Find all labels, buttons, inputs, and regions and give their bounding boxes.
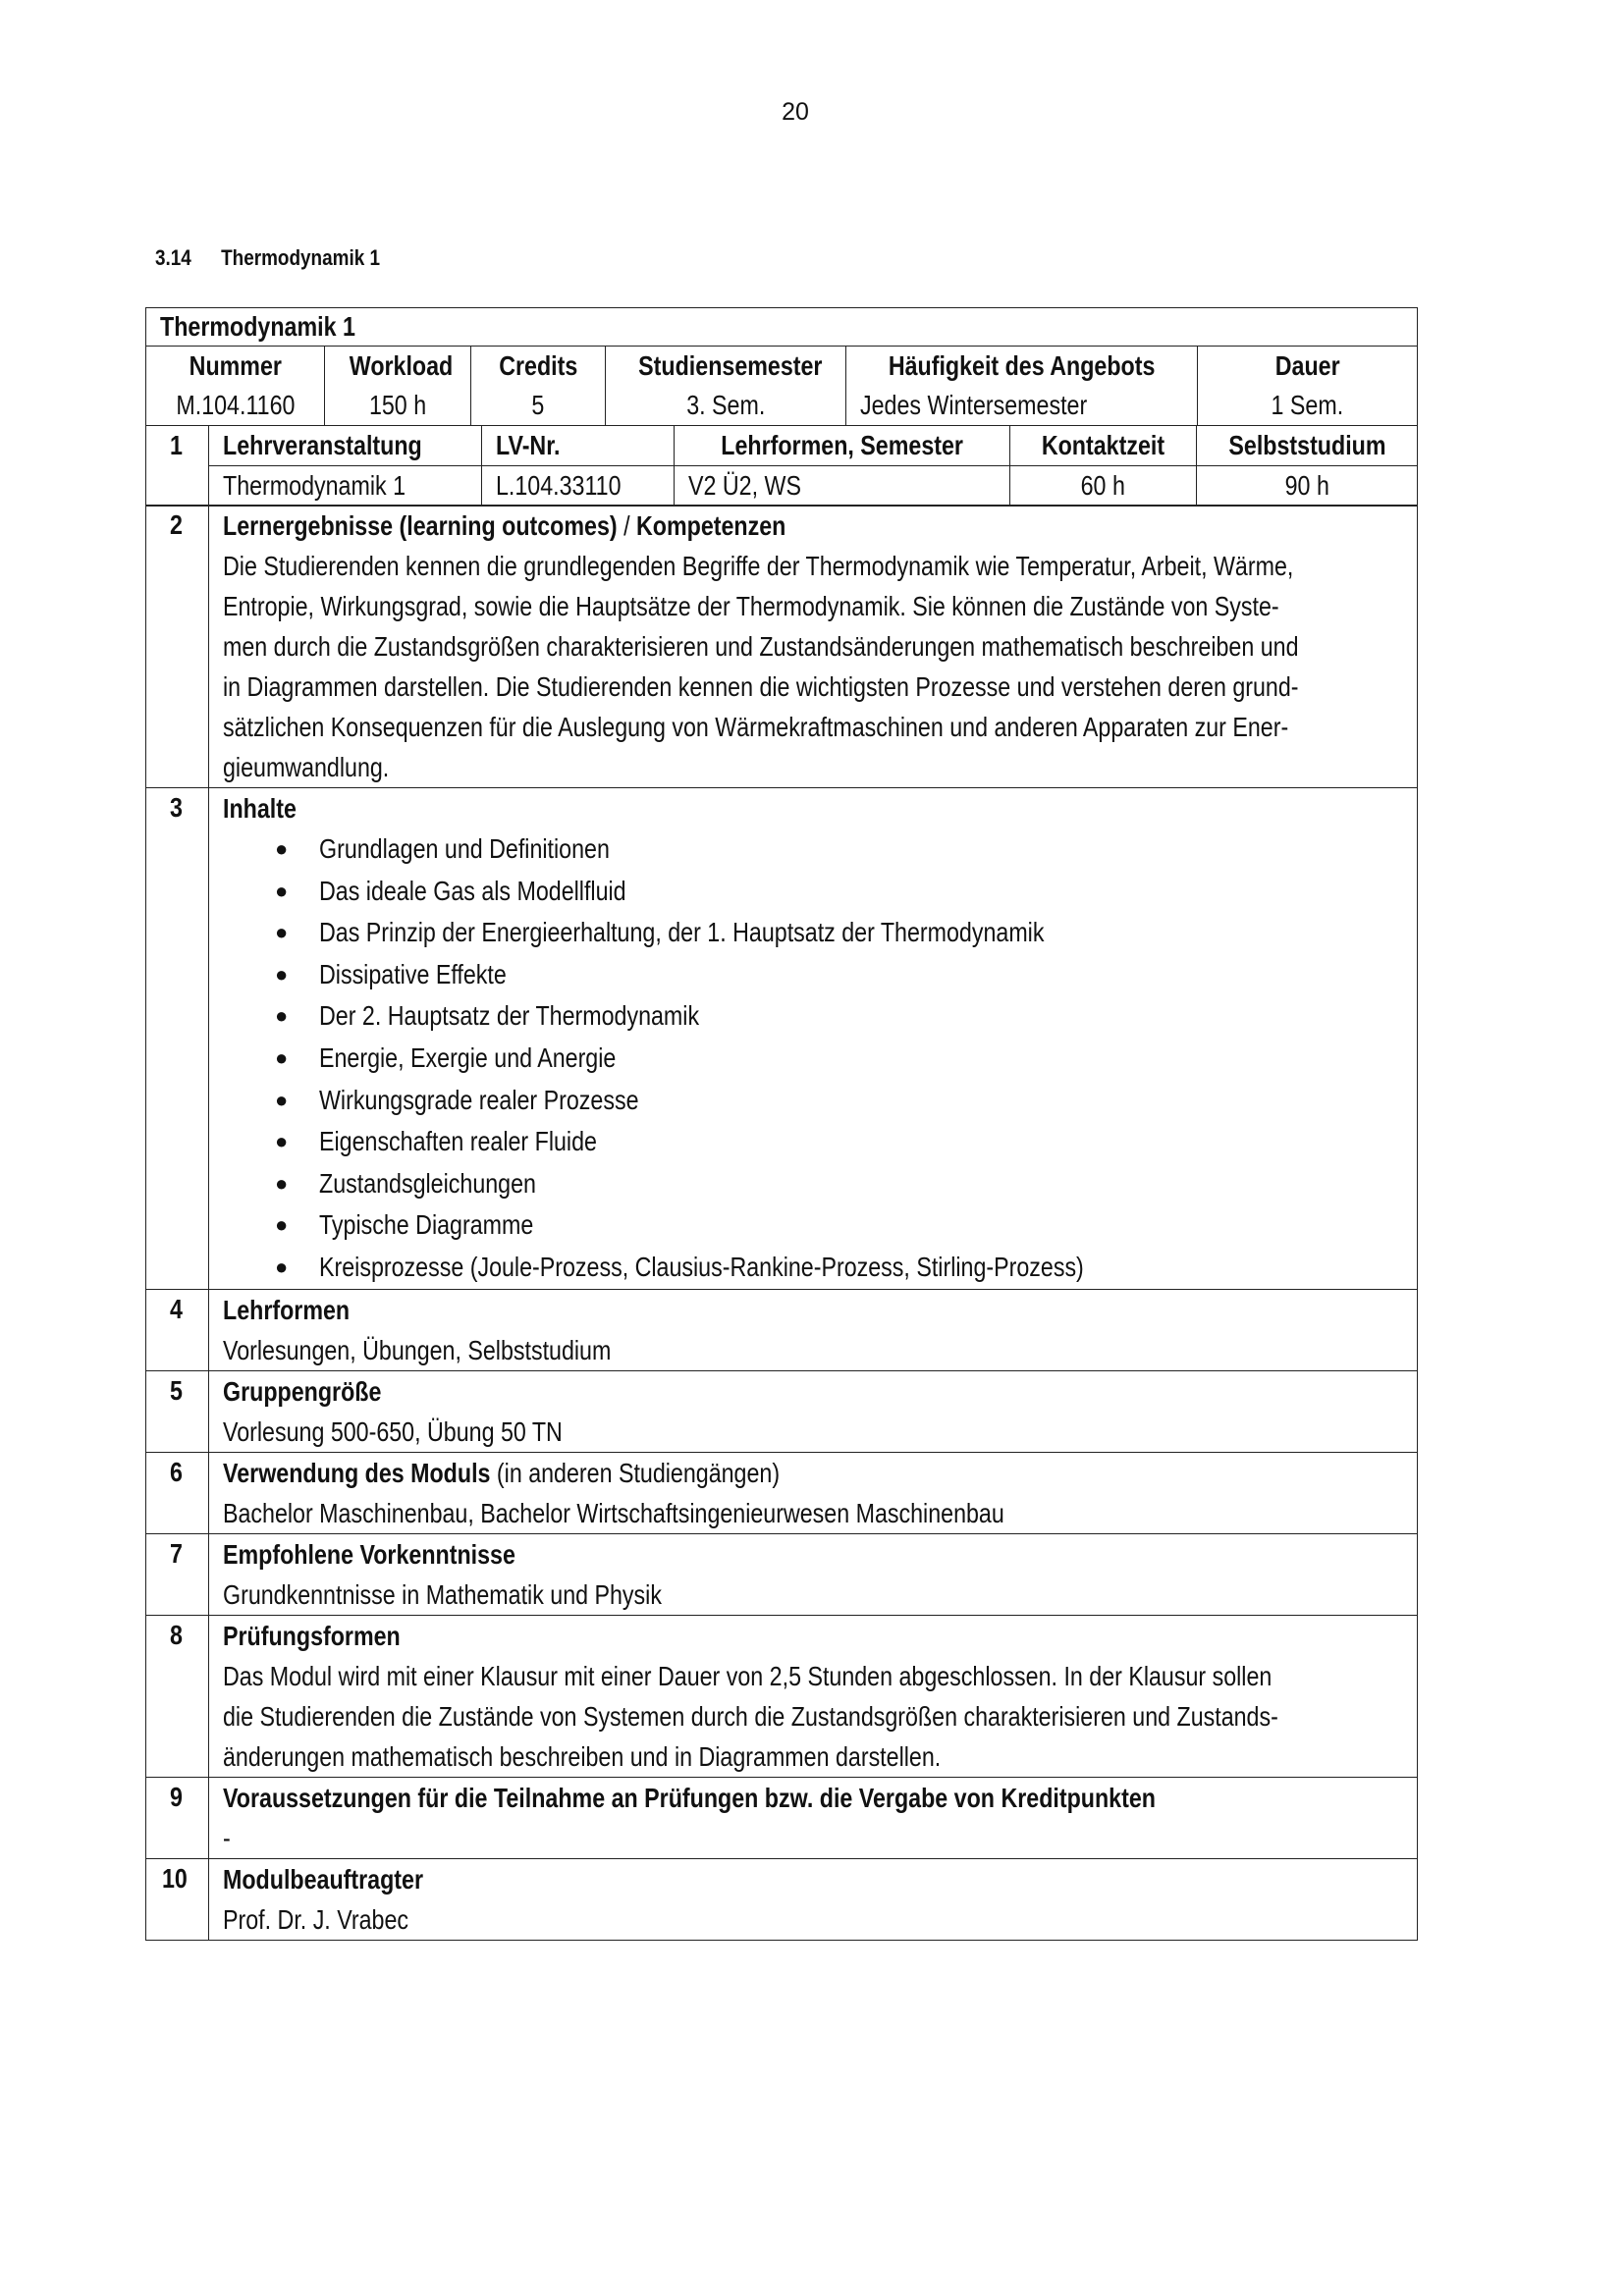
label-dauer: Dauer xyxy=(1274,350,1340,381)
row-number-9: 9 xyxy=(169,1781,183,1812)
value-studiensemester: 3. Sem. xyxy=(685,390,766,420)
contents-heading: Inhalte xyxy=(223,793,297,824)
prerequisites-text: Grundkenntnisse in Mathematik und Physik xyxy=(223,1578,662,1610)
section-row-exam-requirements xyxy=(146,1777,1418,1858)
list-item: ● Wirkungsgrade realer Prozesse xyxy=(223,1080,1403,1122)
course-values-row xyxy=(146,465,1418,506)
outcomes-line: Die Studierenden kennen die grundlegenden Begriffe der Thermodynamik wie Temperatur, Arbeit, Wärme, xyxy=(223,551,1294,581)
label-lehrveranstaltung: Lehrveranstaltung xyxy=(223,429,422,460)
value-credits: 5 xyxy=(531,390,545,420)
bullet-icon: ● xyxy=(275,1087,289,1112)
exam-requirements-heading: Voraussetzungen für die Teilnahme an Prüfungen bzw. die Vergabe von Kreditpunkten xyxy=(223,1782,1156,1813)
list-item: ● Kreisprozesse (Joule-Prozess, Clausius-Rankine-Prozess, Stirling-Prozess) xyxy=(223,1247,1403,1289)
exam-requirements-text: - xyxy=(223,1822,231,1853)
row-number-3: 3 xyxy=(169,792,183,823)
list-item: ● Der 2. Hauptsatz der Thermodynamik xyxy=(223,995,1403,1038)
value-nummer: M.104.1160 xyxy=(175,390,296,420)
outcomes-heading-part-1: Lernergebnisse (learning outcomes) xyxy=(223,510,618,541)
group-size-heading: Gruppengröße xyxy=(223,1375,382,1407)
list-item: ● Typische Diagramme xyxy=(223,1204,1403,1247)
bullet-icon: ● xyxy=(275,961,289,987)
section-row-outcomes xyxy=(146,506,1418,788)
section-row-module-lead xyxy=(146,1858,1418,1940)
module-lead-text: Prof. Dr. J. Vrabec xyxy=(223,1903,409,1935)
list-item: ● Grundlagen und Definitionen xyxy=(223,828,1403,871)
header-labels-row xyxy=(146,347,1418,387)
page-number: 20 xyxy=(782,98,809,126)
exam-forms-line: Das Modul wird mit einer Klausur mit einer Dauer von 2,5 Stunden abgeschlossen. In der Klausur sollen xyxy=(223,1660,1272,1691)
list-item: ● Dissipative Effekte xyxy=(223,954,1403,996)
label-lehrformen-semester: Lehrformen, Semester xyxy=(721,429,963,460)
section-heading xyxy=(155,245,380,271)
usage-text: Bachelor Maschinenbau, Bachelor Wirtschaftsingenieurwesen Maschinenbau xyxy=(223,1497,1004,1528)
module-lead-heading: Modulbeauftragter xyxy=(223,1863,423,1895)
course-labels-row xyxy=(146,425,1418,465)
bullet-icon: ● xyxy=(275,1254,289,1279)
contents-list xyxy=(223,828,1403,1289)
section-number: 3.14 xyxy=(155,245,191,270)
section-row-prerequisites xyxy=(146,1533,1418,1615)
teaching-forms-heading: Lehrformen xyxy=(223,1294,351,1325)
row-number-7: 7 xyxy=(169,1537,183,1569)
section-row-usage xyxy=(146,1452,1418,1533)
label-selbststudium: Selbststudium xyxy=(1227,429,1386,460)
list-item: ● Das Prinzip der Energieerhaltung, der 1. Hauptsatz der Thermodynamik xyxy=(223,912,1403,954)
bullet-icon: ● xyxy=(275,1044,289,1070)
label-nummer: Nummer xyxy=(189,350,282,381)
row-number-10: 10 xyxy=(161,1862,188,1894)
outcomes-line: in Diagrammen darstellen. Die Studierenden kennen die wichtigsten Prozesse und verstehen deren grund- xyxy=(223,671,1299,702)
outcomes-line: gieumwandlung. xyxy=(223,752,390,782)
value-lv-nr: L.104.33110 xyxy=(496,469,622,501)
value-kontaktzeit: 60 h xyxy=(1080,469,1126,501)
list-item: ● Zustandsgleichungen xyxy=(223,1163,1403,1205)
row-number-1: 1 xyxy=(169,429,183,460)
section-row-teaching-forms xyxy=(146,1289,1418,1370)
row-number-6: 6 xyxy=(169,1456,183,1487)
label-haeufigkeit: Häufigkeit des Angebots xyxy=(888,350,1156,381)
value-selbststudium: 90 h xyxy=(1284,469,1329,501)
outcomes-line: sätzlichen Konsequenzen für die Auslegung von Wärmekraftmaschinen und anderen Apparaten zur Ener- xyxy=(223,712,1289,742)
sections-table xyxy=(145,505,1418,1941)
bullet-icon: ● xyxy=(275,878,289,903)
module-title-cell xyxy=(146,308,1418,347)
row-number-8: 8 xyxy=(169,1619,183,1650)
section-title: Thermodynamik 1 xyxy=(221,245,381,270)
row-number-5: 5 xyxy=(169,1374,183,1406)
bullet-icon: ● xyxy=(275,836,289,861)
value-lehrveranstaltung: Thermodynamik 1 xyxy=(223,469,406,501)
list-item: ● Das ideale Gas als Modellfluid xyxy=(223,871,1403,913)
row-number-2: 2 xyxy=(169,509,183,540)
section-row-exam-forms xyxy=(146,1615,1418,1777)
label-lv-nr: LV-Nr. xyxy=(496,429,561,460)
label-credits: Credits xyxy=(498,350,578,381)
section-row-group-size xyxy=(146,1370,1418,1452)
teaching-forms-text: Vorlesungen, Übungen, Selbststudium xyxy=(223,1334,612,1365)
prerequisites-heading: Empfohlene Vorkenntnisse xyxy=(223,1538,515,1570)
bullet-icon: ● xyxy=(275,1170,289,1196)
usage-heading-suffix: (in anderen Studiengängen) xyxy=(490,1457,781,1488)
outcomes-line: Entropie, Wirkungsgrad, sowie die Hauptsätze der Thermodynamik. Sie können die Zustände von Syste- xyxy=(223,591,1279,621)
label-studiensemester: Studiensemester xyxy=(638,350,823,381)
value-workload: 150 h xyxy=(368,390,427,420)
exam-forms-heading: Prüfungsformen xyxy=(223,1620,401,1651)
header-values-row xyxy=(146,386,1418,426)
list-item: ● Energie, Exergie und Anergie xyxy=(223,1038,1403,1080)
bullet-icon: ● xyxy=(275,1003,289,1029)
usage-heading: Verwendung des Moduls xyxy=(223,1457,491,1488)
outcomes-heading-separator: / xyxy=(617,510,637,541)
module-header-table xyxy=(145,307,1418,426)
course-table xyxy=(145,425,1418,507)
exam-forms-line: die Studierenden die Zustände von Systemen durch die Zustandsgrößen charakterisieren und Zustands- xyxy=(223,1700,1278,1732)
module-table-wrapper xyxy=(145,307,1417,1941)
bullet-icon: ● xyxy=(275,1212,289,1238)
label-workload: Workload xyxy=(349,350,454,381)
list-item: ● Eigenschaften realer Fluide xyxy=(223,1121,1403,1163)
exam-forms-line: änderungen mathematisch beschreiben und in Diagrammen darstellen. xyxy=(223,1740,942,1772)
value-haeufigkeit: Jedes Wintersemester xyxy=(860,390,1088,420)
group-size-text: Vorlesung 500-650, Übung 50 TN xyxy=(223,1415,563,1447)
outcomes-line: men durch die Zustandsgrößen charakterisieren und Zustandsänderungen mathematisch beschreiben und xyxy=(223,631,1299,662)
value-dauer: 1 Sem. xyxy=(1271,390,1344,420)
row-number-4: 4 xyxy=(169,1293,183,1324)
outcomes-heading-part-2: Kompetenzen xyxy=(636,510,786,541)
bullet-icon: ● xyxy=(275,920,289,945)
section-row-contents xyxy=(146,788,1418,1290)
value-lehrformen-semester: V2 Ü2, WS xyxy=(688,469,801,501)
label-kontaktzeit: Kontaktzeit xyxy=(1041,429,1165,460)
module-title: Thermodynamik 1 xyxy=(160,311,355,342)
bullet-icon: ● xyxy=(275,1129,289,1154)
